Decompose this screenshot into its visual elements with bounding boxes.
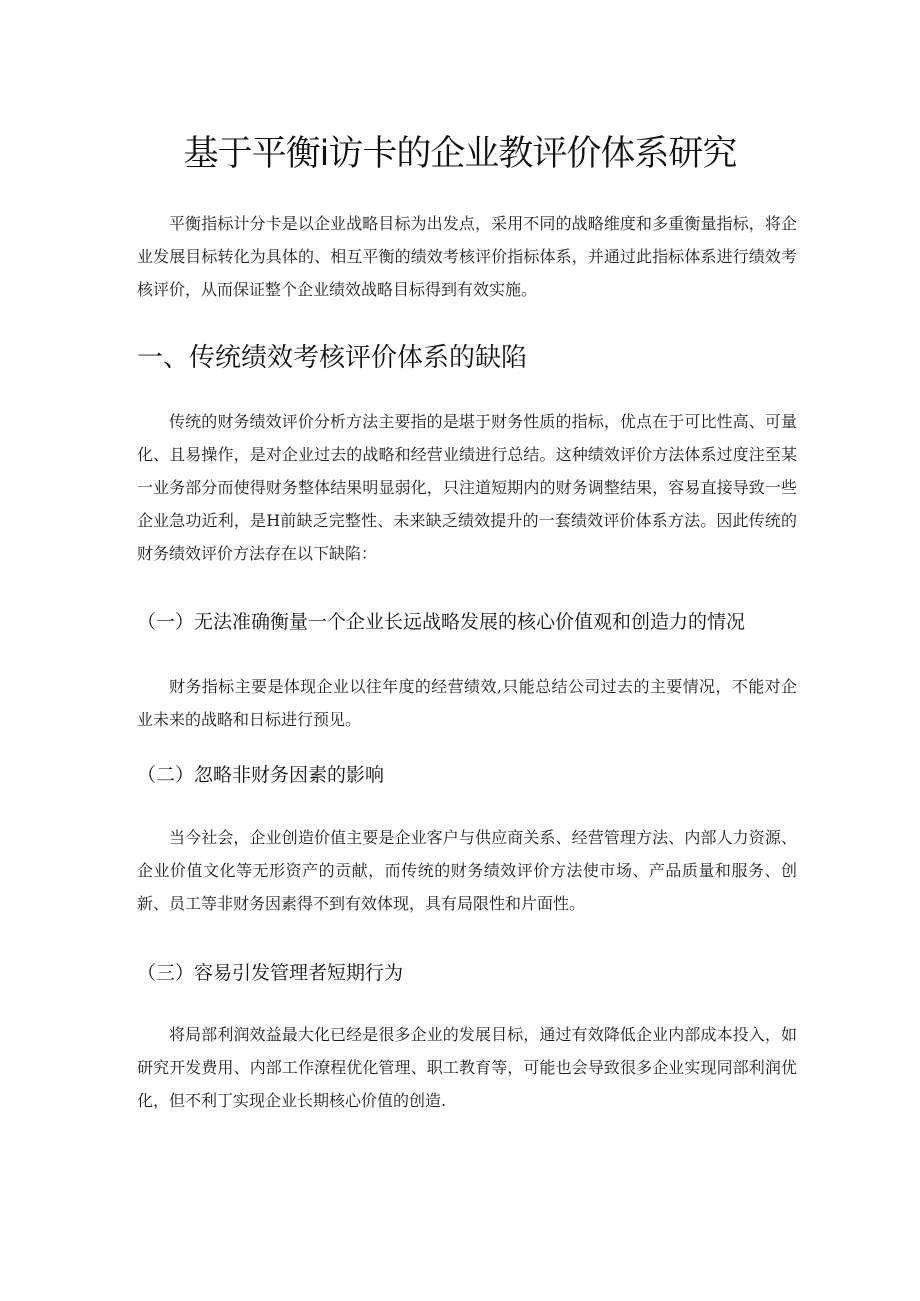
section-heading: 一、传统绩效考核评价体系的缺陷 xyxy=(137,343,528,373)
section-paragraph: 传统的财务绩效评价分析方法主要指的是堪于财务性质的指标，优点在于可比性高、可量化、且易操作，是对企业过去的战略和经营业绩进行总结。这种绩效评价方法体系过度注至某一业务部分而使得财务整体结果明显弱化，只注道短期内的财务调整结果，容易直接导致一些企业急功近利，是H前缺乏完整性、未来缺乏绩效提升的一套绩效评价体系方法。因此传统的财务绩效评价方法存在以下缺陷： xyxy=(137,412,797,563)
subsection-heading-3: （三）容易引发管理者短期行为 xyxy=(137,962,404,984)
subsection-paragraph-1: 财务指标主要是体现企业以往年度的经营绩效,只能总结公司过去的主要情况，不能对企业未来的战略和日标进行预见。 xyxy=(137,677,797,729)
subsection-heading-2: （二）忽略非财务因素的影响 xyxy=(137,764,385,786)
subsection-paragraph-2: 当今社会，企业创造价值主要是企业客户与供应商关系、经营管理方法、内部人力资源、企业价值文化等无形资产的贡献，而传统的财务绩效评价方法使市场、产品质量和服务、创新、员工等非财务因素得不到有效体现，具有局限性和片面性。 xyxy=(137,828,797,913)
intro-paragraph: 平衡指标计分卡是以企业战略目标为出发点，采用不同的战略维度和多重衡量指标，将企业发展目标转化为具体的、相互平衡的绩效考核评价指标体系，并通过此指标体系进行绩效考核评价，从而保证整个企业绩效战略目标得到有效实施。 xyxy=(137,214,797,299)
subsection-paragraph-3: 将局部利润效益最大化已经是很多企业的发展目标，通过有效降低企业内部成本投入，如研究开发费用、内部工作潦程优化管理、职工教育等，可能也会导致很多企业实现同部利润优化，但不利丁实现企业长期核心价值的创造. xyxy=(137,1025,797,1110)
document-title: 基于平衡i访卡的企业教评价体系研究 xyxy=(183,134,737,174)
subsection-heading-1: （一）无法准确衡量一个企业长远战略发展的核心价值观和创造力的情况 xyxy=(137,611,746,633)
